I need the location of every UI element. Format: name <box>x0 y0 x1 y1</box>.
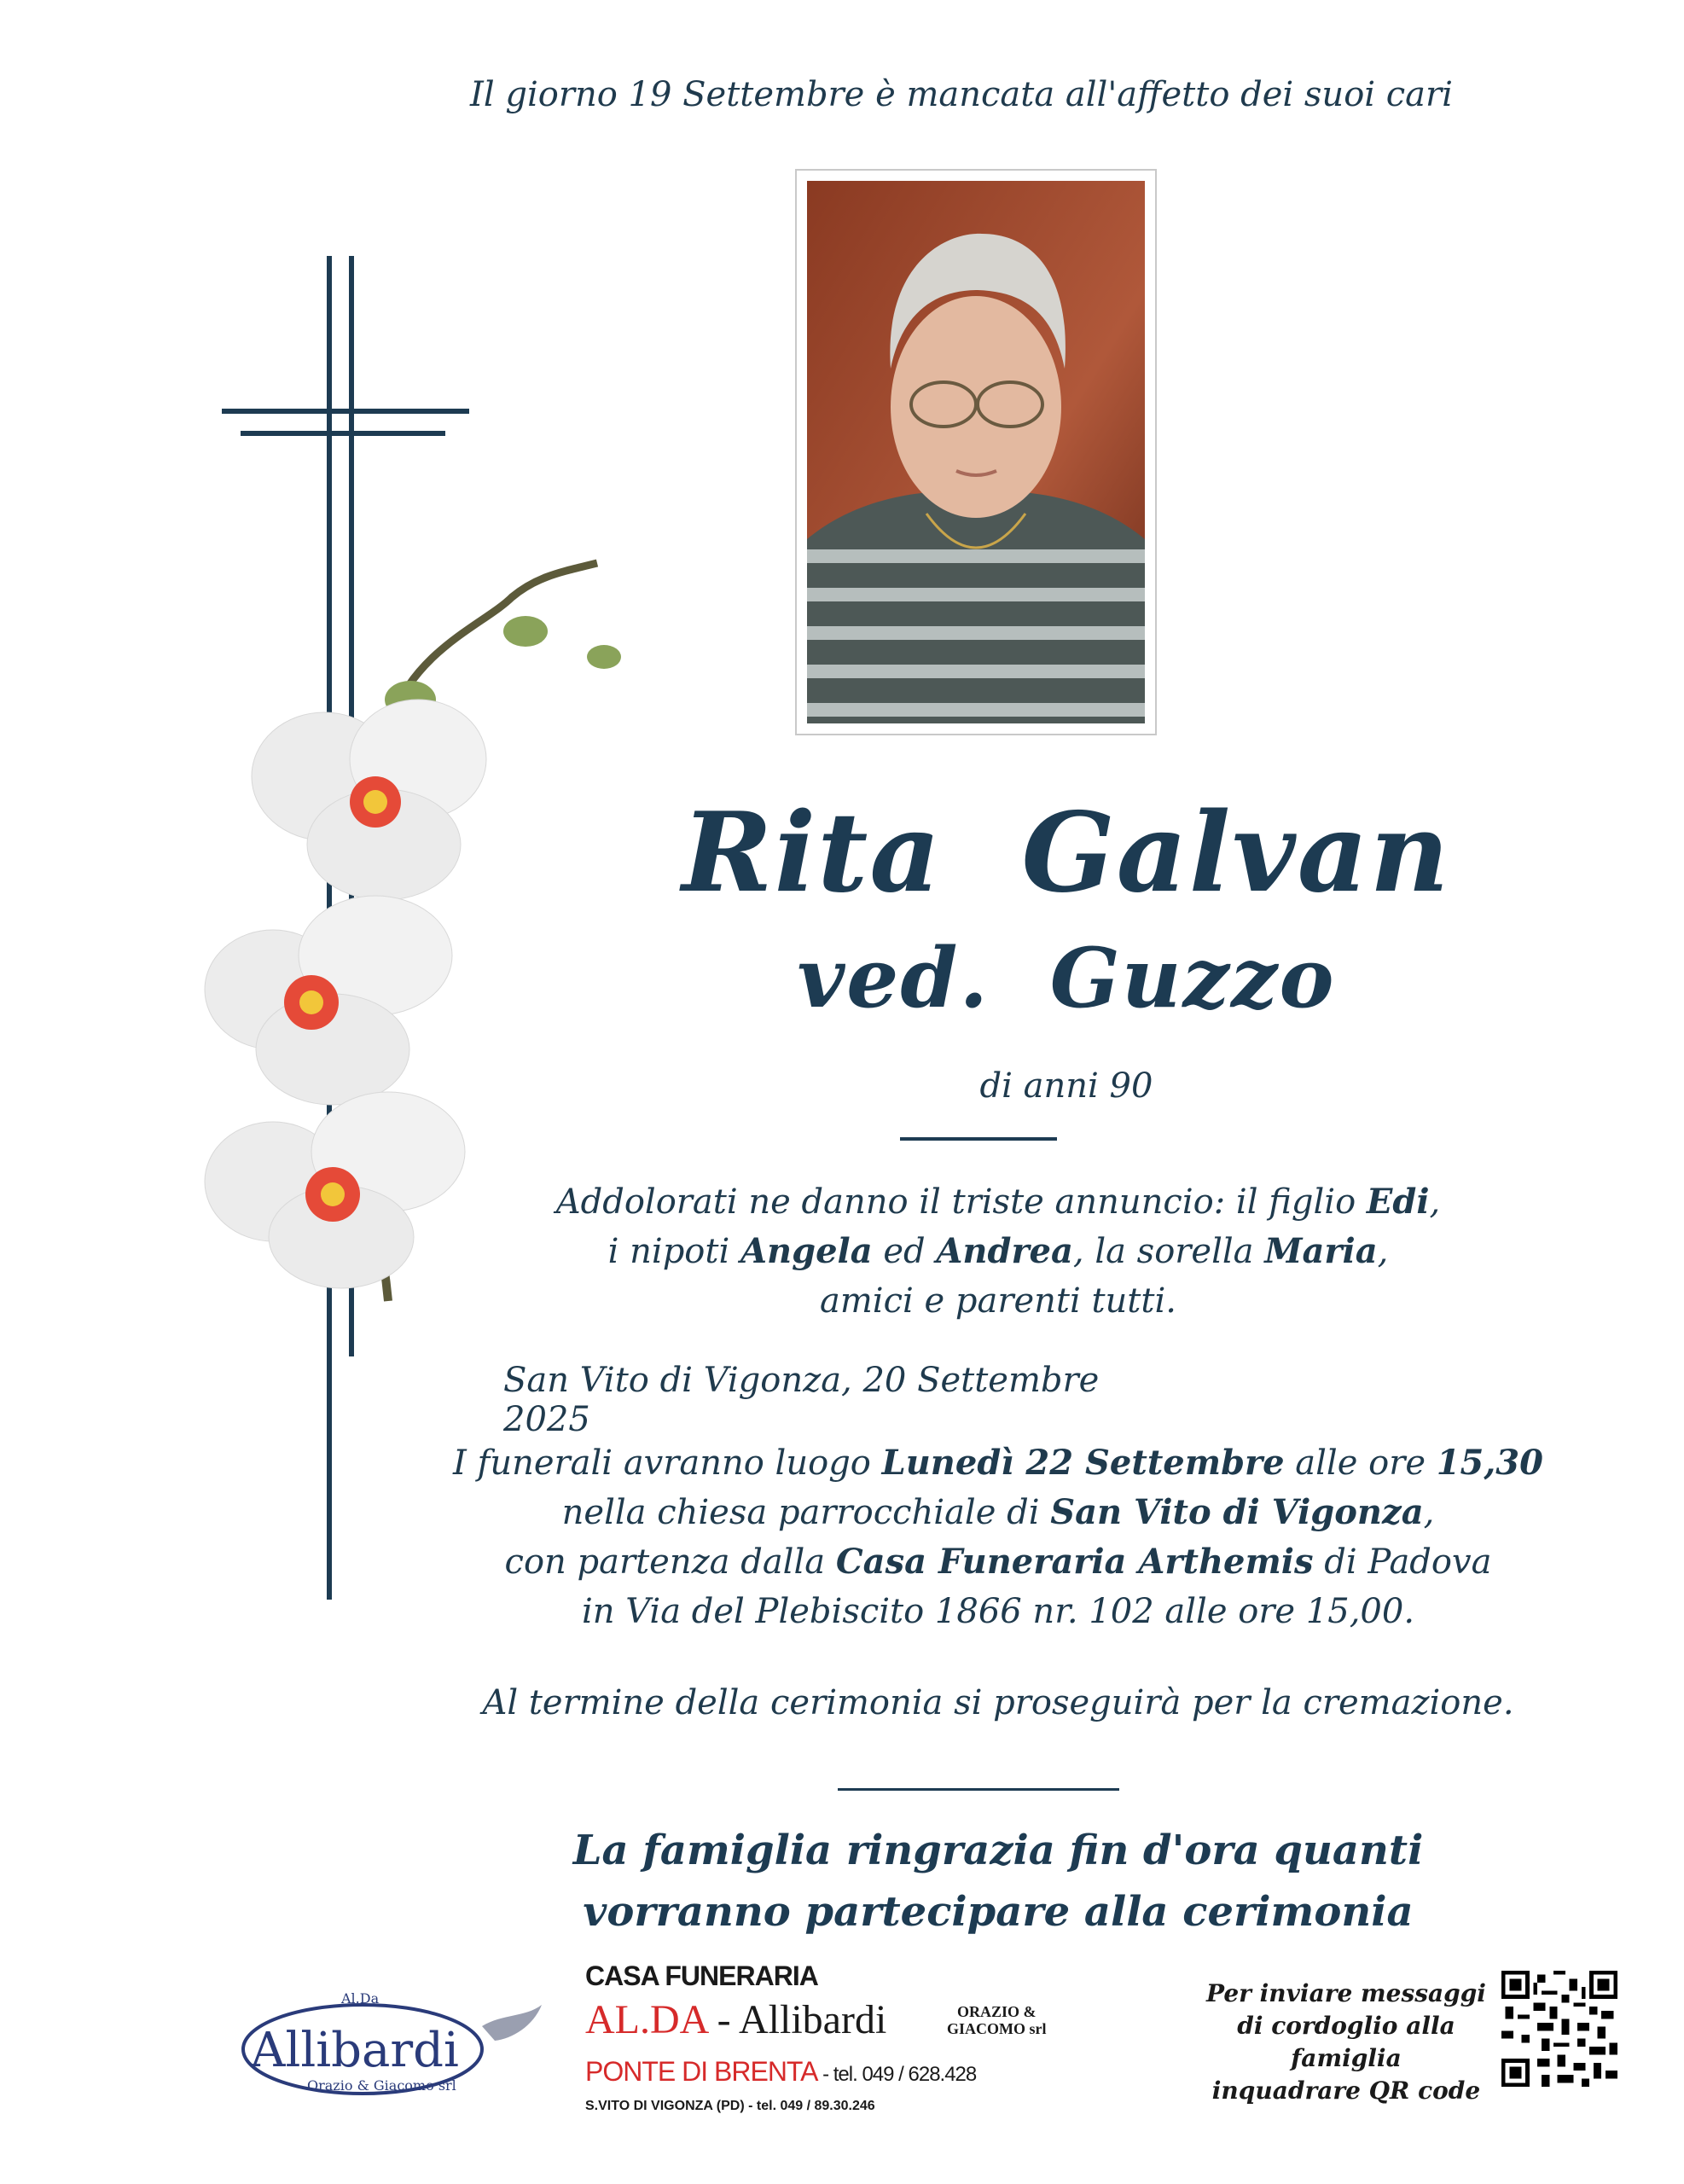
funeral-home-name: AL.DA - Allibardi <box>585 1997 887 2042</box>
svg-text:Orazio & Giacomo srl: Orazio & Giacomo srl <box>307 2077 456 2094</box>
announcement-text: Addolorati ne danno il triste annuncio: il figlio Edi, i nipoti Angela ed Andrea, la sorella Maria, amici e parenti tutti. <box>555 1182 1441 1321</box>
qr-instructions: Per inviare messaggi di cordoglio alla famiglia inquadrare QR code <box>1206 1979 1486 2105</box>
place-date-text: San Vito di Vigonza, 20 Settembre 2025 <box>503 1361 1100 1439</box>
funeral-details-text: I funerali avranno luogo Lunedì 22 Settembre alle ore 15,30 nella chiesa parrocchiale di San Vito di Vigonza, con partenza dalla Casa Funeraria Arthemis di Padova in Via del Plebiscito 1866 nr. 102 alle ore 15,00. <box>453 1443 1543 1631</box>
allibardi-logo <box>239 1979 546 2107</box>
funeral-home-ponte-di-brenta: PONTE DI BRENTA - tel. 049 / 628.428 <box>585 2056 977 2087</box>
divider <box>838 1788 1119 1791</box>
age-text: di anni 90 <box>979 1066 1153 1106</box>
portrait-image <box>807 181 1145 723</box>
funeral-home-caption: CASA FUNERARIA <box>585 1960 818 1991</box>
funeral-home-san-vito: S.VITO DI VIGONZA (PD) - tel. 049 / 89.30.246 <box>585 2099 875 2113</box>
svg-text:Allibardi: Allibardi <box>251 2023 459 2078</box>
family-thanks-text: La famiglia ringrazia fin d'ora quanti vorranno partecipare alla cerimonia <box>572 1827 1424 1936</box>
funeral-home-owners: ORAZIO & GIACOMO srl <box>947 2003 1047 2037</box>
svg-text:Al.Da: Al.Da <box>341 1990 380 2007</box>
intro-text: Il giorno 19 Settembre è mancata all'affetto dei suoi cari <box>470 75 1453 114</box>
qr-code-icon[interactable] <box>1501 1971 1617 2087</box>
divider <box>900 1137 1057 1141</box>
portrait-photo <box>795 169 1157 735</box>
cremation-text: Al termine della cerimonia si proseguirà per la cremazione. <box>482 1683 1514 1722</box>
deceased-name: Rita Galvan <box>682 789 1451 917</box>
widow-of-name: ved. Guzzo <box>797 930 1336 1026</box>
